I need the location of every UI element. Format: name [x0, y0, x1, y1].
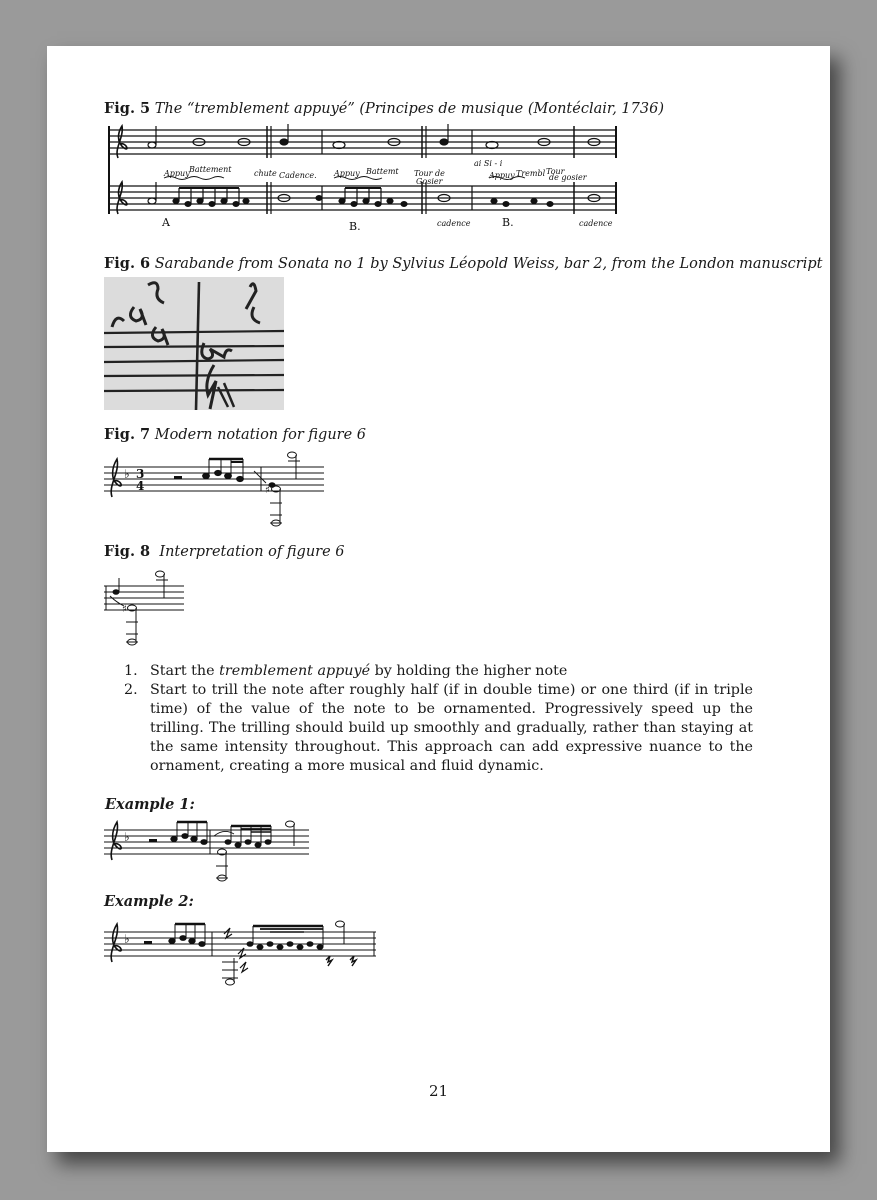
fig5-annotation: Appuy: [164, 169, 190, 178]
fig6-manuscript-image: [104, 277, 284, 410]
svg-text:♭: ♭: [124, 932, 130, 946]
example-1-label: Example 1:: [105, 796, 195, 813]
example-2-score: [104, 914, 384, 986]
fig5-annotation: Battemt: [366, 167, 399, 176]
fig5-annotation: B.: [349, 220, 361, 233]
fig5-annotation: B.: [502, 216, 514, 229]
page-number: 21: [428, 1082, 449, 1100]
fig5-annotation: chute: [254, 169, 277, 178]
interpretation-steps: [103, 662, 753, 776]
list-item: 2. Start to trill the note after roughly half (if in double time) or one third (if in triple time) of the value of the note to be ornamented. Progressively speed up the trilling. The trilling should build up smoothly and gradually, rather than staying at the same intensity throughout. This approach can add expressive nuance to the ornament, creating a more musical and fluid dynamic.: [124, 682, 753, 774]
fig5-annotation: Tour de: [414, 169, 445, 178]
fig5-annotation: cadence: [437, 219, 471, 228]
fig8-score: [104, 568, 188, 652]
fig5-annotation: de gosier: [549, 173, 587, 182]
example-1-score: [104, 816, 314, 886]
fig5-annotation: Tour: [546, 167, 565, 176]
page: [47, 46, 830, 1152]
fig5-annotation: Battement: [189, 165, 232, 174]
fig5-score: [104, 118, 624, 234]
fig5-annotation: A: [162, 216, 170, 229]
fig5-annotation: Appuy: [489, 171, 515, 180]
fig5-annotation: cadence: [579, 219, 613, 228]
fig5-annotation: Appuy: [334, 169, 360, 178]
fig8-caption: Fig. 8 Interpretation of figure 6: [104, 543, 345, 560]
svg-text:♯: ♯: [265, 485, 270, 496]
fig5-annotation: Trembl: [516, 169, 546, 178]
fig5-annotation: ai Si - i: [474, 159, 503, 168]
list-item: 1. Start the tremblement appuyé by holding the higher note: [124, 663, 568, 679]
fig5-annotation: Cadence.: [279, 171, 317, 180]
svg-text:4: 4: [136, 479, 145, 493]
fig5-annotation: Gosier: [416, 177, 443, 186]
fig7-caption: Fig. 7 Modern notation for figure 6: [104, 426, 367, 443]
fig5-caption: Fig. 5 The “tremblement appuyé” (Principes de musique (Montéclair, 1736): [104, 100, 664, 117]
example-2-label: Example 2:: [104, 893, 194, 910]
fig7-score: [104, 451, 336, 533]
svg-text:♭: ♭: [124, 830, 130, 844]
fig6-caption: Fig. 6 Sarabande from Sonata no 1 by Sylvius Léopold Weiss, bar 2, from the London manuscript: [104, 255, 823, 272]
svg-text:♯: ♯: [122, 604, 127, 615]
fig7-time-signature: 3: [136, 467, 145, 481]
svg-text:♭: ♭: [124, 467, 130, 481]
